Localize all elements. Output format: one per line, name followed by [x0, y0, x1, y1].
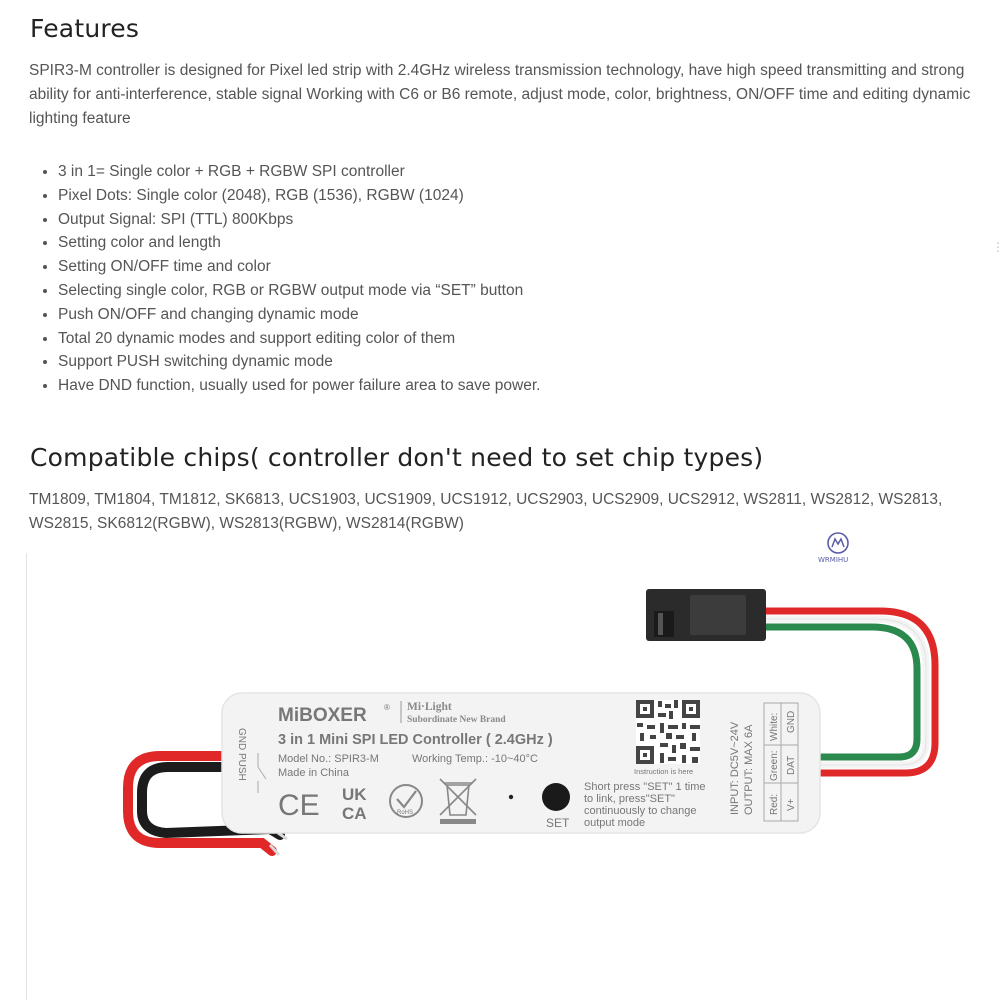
instruction-line-1: Short press "SET" 1 time [584, 781, 706, 793]
registered-mark: ® [384, 703, 390, 712]
features-intro: SPIR3-M controller is designed for Pixel led strip with 2.4GHz wireless transmission technology, have high speed transmitting and strong ability for anti-interference, stable signal Working with C6 or B6 remote, adjust mode, color, brightness, ON/OFF time and editing dynamic lighting feature [29, 62, 971, 127]
white-wire-label: White: [769, 712, 780, 741]
red-wire-value: V+ [786, 798, 797, 811]
chips-list: TM1809, TM1804, TM1812, SK6813, UCS1903, UCS1909, UCS1912, UCS2903, UCS2909, UCS2912, WS2811, WS2812, WS2813, WS2815, SK6812(RGBW), WS2813(RGBW), WS2814(RGBW) [29, 491, 943, 532]
ce-mark-icon: CE [278, 789, 320, 822]
watermark-label: WRMIHU [818, 556, 849, 564]
qr-code-icon [636, 700, 700, 764]
working-temp: Working Temp.: -10~40°C [412, 753, 538, 765]
list-item: • Output Signal: SPI (TTL) 800Kbps [58, 208, 540, 232]
green-wire-label: Green: [769, 750, 780, 781]
list-item: • 3 in 1= Single color + RGB + RGBW SPI controller [58, 160, 540, 184]
set-button-label: SET [546, 816, 570, 830]
device-title: 3 in 1 Mini SPI LED Controller ( 2.4GHz ) [278, 732, 553, 748]
chips-heading: Compatible chips( controller don't need to set chip types) [30, 443, 764, 472]
brand-logo: MiBOXER [278, 705, 367, 726]
qr-caption: Instruction is here [634, 767, 694, 776]
input-rating: INPUT: DC5V~24V [729, 721, 741, 815]
output-rating: OUTPUT: MAX 6A [743, 724, 755, 815]
status-led-icon [509, 795, 513, 799]
list-item: • Pixel Dots: Single color (2048), RGB (1536), RGBW (1024) [58, 184, 540, 208]
instruction-line-3: continuously to change [584, 805, 697, 817]
white-wire-value: GND [786, 710, 797, 733]
list-item: • Setting color and length [58, 231, 540, 255]
rohs-label: RoHS [397, 810, 414, 816]
instruction-line-2: to link, press"SET" [584, 793, 675, 805]
made-in: Made in China [278, 767, 349, 779]
instruction-line-4: output mode [584, 817, 646, 829]
list-item: • Total 20 dynamic modes and support editing color of them [58, 327, 540, 351]
push-gnd-label: GND PUSH [236, 728, 247, 781]
ukca-mark-icon-top: UK [342, 785, 367, 804]
controller-product-image [0, 553, 1000, 1000]
set-button [542, 783, 570, 811]
green-wire-value: DAT [786, 755, 797, 775]
red-wire-label: Red: [769, 793, 780, 815]
list-item: • Support PUSH switching dynamic mode [58, 350, 540, 374]
list-item: • Setting ON/OFF time and color [58, 255, 540, 279]
list-item: • Have DND function, usually used for power failure area to save power. [58, 374, 540, 398]
model-number: Model No.: SPIR3-M [278, 753, 379, 765]
list-item: • Push ON/OFF and changing dynamic mode [58, 303, 540, 327]
ukca-mark-icon-bottom: CA [342, 804, 367, 823]
sub-brand: Mi·Light [407, 701, 452, 713]
wire-legend-table [764, 703, 798, 821]
jst-connector [646, 589, 766, 641]
features-heading: Features [30, 14, 140, 43]
features-list [40, 160, 540, 398]
scroll-marker-icon: ⋮ [992, 240, 1004, 254]
sub-brand-tagline: Subordinate New Brand [407, 715, 506, 725]
list-item: • Selecting single color, RGB or RGBW output mode via “SET” button [58, 279, 540, 303]
